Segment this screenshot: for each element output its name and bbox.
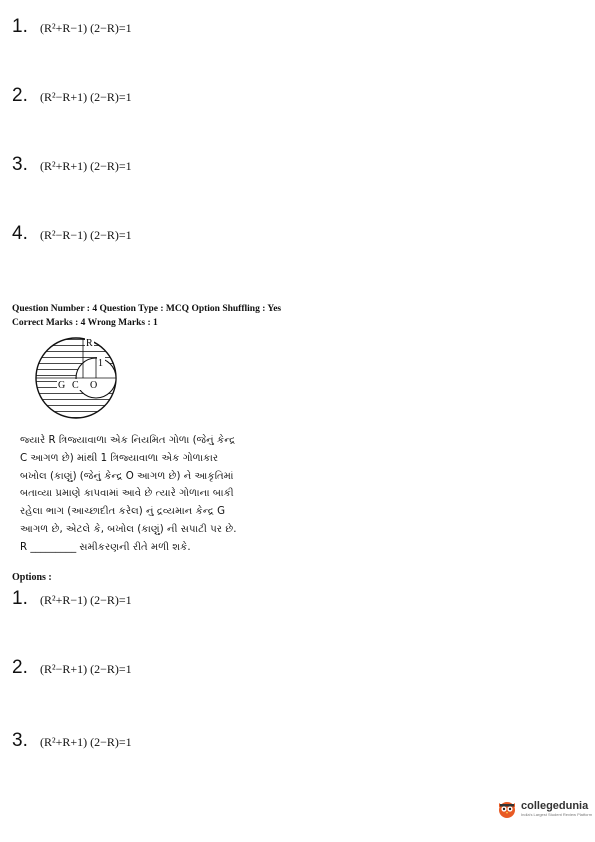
option-formula: (R²−R−1) (2−R)=1	[40, 228, 132, 242]
option-number: 3.	[12, 730, 28, 751]
logo-tagline: India's Largest Student Review Platform	[521, 811, 593, 817]
question-line: રહેલા ભાગ (આચ્છાદીત કરેલ) નું દ્રવ્યમાન કેન્દ્ર G	[20, 506, 226, 518]
option-number: 1.	[12, 588, 28, 609]
label-R: R	[86, 338, 93, 349]
option-3	[12, 154, 132, 176]
option-formula: (R²+R−1) (2−R)=1	[40, 21, 132, 35]
question-meta-line2: Correct Marks : 4 Wrong Marks : 1	[12, 318, 158, 328]
label-C: C	[72, 380, 79, 391]
option-1	[12, 588, 132, 610]
option-2	[12, 657, 132, 679]
label-1: 1	[98, 358, 103, 369]
option-1	[12, 16, 132, 38]
option-number: 2.	[12, 85, 28, 106]
question-line: બખોલ (કાણું) (જેનું કેન્દ્ર O આગળ છે) ને આકૃતિમાં	[20, 470, 234, 482]
option-number: 4.	[12, 223, 28, 244]
question-text	[20, 432, 290, 557]
option-number: 1.	[12, 16, 28, 37]
option-formula: (R²−R+1) (2−R)=1	[40, 662, 132, 676]
option-formula: (R²−R+1) (2−R)=1	[40, 90, 132, 104]
question-line: બતાવ્યા પ્રમાણે કાપવામાં આવે છે ત્યારે ગોળાના બાકી	[20, 488, 234, 500]
owl-icon	[496, 797, 518, 819]
option-4	[12, 223, 132, 245]
options-label: Options :	[12, 572, 52, 583]
option-number: 2.	[12, 657, 28, 678]
question-line: આગળ છે, એટલે કે, બખોલ (કાણું) ની સપાટી પર છે.	[20, 523, 237, 535]
question-line: C આગળ છે) માંથી 1 ત્રિજ્યાવાળા એક ગોળાકાર	[20, 452, 219, 464]
option-formula: (R²+R+1) (2−R)=1	[40, 159, 132, 173]
option-formula: (R²+R+1) (2−R)=1	[40, 735, 132, 749]
question-line: જ્યારે R ત્રિજ્યાવાળા એક નિયમિત ગોળા (જેનું કેન્દ્ર	[20, 435, 236, 446]
option-3	[12, 730, 132, 752]
label-G: G	[58, 380, 66, 391]
question-meta-line1: Question Number : 4 Question Type : MCQ Option Shuffling : Yes	[12, 304, 282, 314]
logo-brand: collegedunia	[521, 799, 589, 812]
question-line: R _________ સમીકરણની રીતે મળી શકે.	[20, 541, 191, 553]
option-number: 3.	[12, 154, 28, 175]
sphere-cavity-figure	[34, 333, 154, 423]
option-formula: (R²+R−1) (2−R)=1	[40, 593, 132, 607]
label-O: O	[90, 380, 98, 391]
collegedunia-logo	[496, 797, 592, 819]
option-2	[12, 85, 132, 107]
